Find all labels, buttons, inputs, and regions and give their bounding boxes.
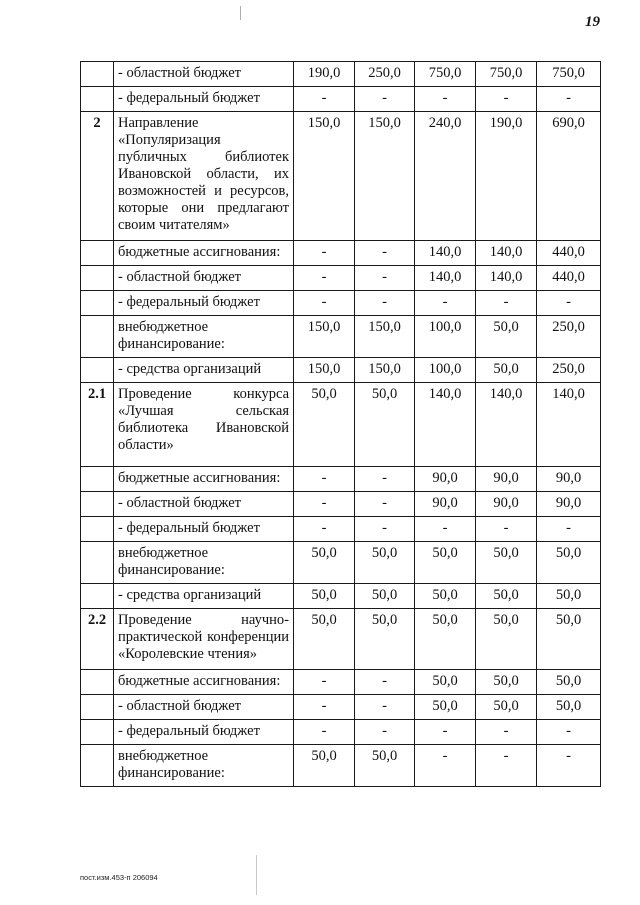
value-cell: - (415, 720, 476, 745)
value-cell: - (415, 291, 476, 316)
value-cell: 140,0 (415, 266, 476, 291)
row-description: бюджетные ассигнования: (114, 467, 294, 492)
value-cell: - (537, 87, 601, 112)
value-cell: 440,0 (537, 266, 601, 291)
row-description: - средства организаций (114, 584, 294, 609)
value-cell: 50,0 (415, 695, 476, 720)
value-cell: 50,0 (537, 609, 601, 670)
row-number (81, 720, 114, 745)
value-cell: - (294, 87, 355, 112)
value-cell: 150,0 (355, 316, 415, 358)
value-cell: 50,0 (294, 584, 355, 609)
value-cell: - (415, 517, 476, 542)
value-cell: 50,0 (355, 542, 415, 584)
value-cell: - (415, 87, 476, 112)
value-cell: - (294, 266, 355, 291)
value-cell: - (294, 517, 355, 542)
value-cell: 150,0 (355, 358, 415, 383)
value-cell: 50,0 (415, 609, 476, 670)
value-cell: 150,0 (355, 112, 415, 241)
value-cell: - (537, 291, 601, 316)
value-cell: - (355, 87, 415, 112)
value-cell: 50,0 (476, 609, 537, 670)
row-number (81, 542, 114, 584)
value-cell: - (537, 745, 601, 787)
value-cell: 150,0 (294, 358, 355, 383)
row-number: 2.2 (81, 609, 114, 670)
value-cell: - (537, 517, 601, 542)
value-cell: - (476, 291, 537, 316)
value-cell: 100,0 (415, 316, 476, 358)
value-cell: - (415, 745, 476, 787)
table-row (81, 112, 601, 241)
value-cell: 50,0 (355, 609, 415, 670)
value-cell: 150,0 (294, 112, 355, 241)
row-number (81, 517, 114, 542)
row-description: - федеральный бюджет (114, 87, 294, 112)
table-row (81, 266, 601, 291)
table-row (81, 695, 601, 720)
value-cell: 750,0 (476, 62, 537, 87)
value-cell: - (476, 517, 537, 542)
value-cell: 690,0 (537, 112, 601, 241)
table-row (81, 720, 601, 745)
row-number (81, 492, 114, 517)
value-cell: 190,0 (476, 112, 537, 241)
table-row (81, 291, 601, 316)
value-cell: 50,0 (294, 383, 355, 467)
table-row (81, 542, 601, 584)
row-number (81, 291, 114, 316)
row-number: 2.1 (81, 383, 114, 467)
value-cell: - (355, 670, 415, 695)
value-cell: 190,0 (294, 62, 355, 87)
row-number (81, 62, 114, 87)
row-number (81, 87, 114, 112)
scan-artifact-top (240, 6, 241, 20)
row-description: - федеральный бюджет (114, 517, 294, 542)
table-row (81, 670, 601, 695)
value-cell: 50,0 (537, 584, 601, 609)
table-row (81, 609, 601, 670)
value-cell: 100,0 (415, 358, 476, 383)
value-cell: 140,0 (476, 241, 537, 266)
value-cell: 90,0 (415, 492, 476, 517)
value-cell: 90,0 (415, 467, 476, 492)
value-cell: 250,0 (537, 358, 601, 383)
footer-note: пост.изм.453-п 206094 (80, 873, 158, 882)
value-cell: 50,0 (415, 584, 476, 609)
value-cell: 140,0 (476, 383, 537, 467)
value-cell: 50,0 (294, 609, 355, 670)
value-cell: 50,0 (355, 383, 415, 467)
row-description: - областной бюджет (114, 492, 294, 517)
row-description: - федеральный бюджет (114, 291, 294, 316)
value-cell: 50,0 (294, 745, 355, 787)
row-description: - средства организаций (114, 358, 294, 383)
value-cell: - (355, 241, 415, 266)
value-cell: 240,0 (415, 112, 476, 241)
value-cell: - (294, 467, 355, 492)
row-number (81, 670, 114, 695)
row-description: Проведение научно-практической конференции «Королевские чтения» (114, 609, 294, 670)
value-cell: - (294, 241, 355, 266)
value-cell: 250,0 (537, 316, 601, 358)
table-row (81, 316, 601, 358)
value-cell: 50,0 (355, 584, 415, 609)
value-cell: 50,0 (415, 670, 476, 695)
table-row (81, 745, 601, 787)
table-row (81, 584, 601, 609)
value-cell: - (476, 87, 537, 112)
row-description: Направление «Популяризация публичных библиотек Ивановской области, их возможностей и ресурсов, которые они предлагают своим читателям» (114, 112, 294, 241)
value-cell: 150,0 (294, 316, 355, 358)
value-cell: 50,0 (537, 670, 601, 695)
value-cell: - (355, 266, 415, 291)
page-number: 19 (585, 14, 600, 30)
value-cell: 50,0 (476, 584, 537, 609)
value-cell: - (355, 492, 415, 517)
table-row (81, 87, 601, 112)
value-cell: 750,0 (415, 62, 476, 87)
row-number (81, 584, 114, 609)
row-number (81, 695, 114, 720)
value-cell: 750,0 (537, 62, 601, 87)
value-cell: 140,0 (537, 383, 601, 467)
value-cell: 50,0 (476, 670, 537, 695)
value-cell: 50,0 (537, 542, 601, 584)
table-row (81, 62, 601, 87)
value-cell: 140,0 (415, 383, 476, 467)
value-cell: - (476, 720, 537, 745)
value-cell: 90,0 (537, 467, 601, 492)
row-number (81, 745, 114, 787)
row-number (81, 467, 114, 492)
value-cell: - (294, 670, 355, 695)
row-description: - областной бюджет (114, 266, 294, 291)
value-cell: - (537, 720, 601, 745)
value-cell: 250,0 (355, 62, 415, 87)
row-description: внебюджетное финансирование: (114, 542, 294, 584)
row-number (81, 266, 114, 291)
value-cell: 50,0 (415, 542, 476, 584)
table-row (81, 383, 601, 467)
table-row (81, 241, 601, 266)
value-cell: 140,0 (476, 266, 537, 291)
row-number (81, 241, 114, 266)
row-description: внебюджетное финансирование: (114, 316, 294, 358)
value-cell: 440,0 (537, 241, 601, 266)
row-description: - областной бюджет (114, 62, 294, 87)
value-cell: 50,0 (476, 695, 537, 720)
row-number: 2 (81, 112, 114, 241)
row-description: - федеральный бюджет (114, 720, 294, 745)
value-cell: - (294, 291, 355, 316)
value-cell: 50,0 (537, 695, 601, 720)
value-cell: 90,0 (476, 492, 537, 517)
row-description: Проведение конкурса «Лучшая сельская библиотека Ивановской области» (114, 383, 294, 467)
value-cell: - (355, 467, 415, 492)
budget-table (80, 61, 601, 787)
value-cell: - (355, 291, 415, 316)
value-cell: 50,0 (294, 542, 355, 584)
value-cell: 50,0 (476, 542, 537, 584)
scan-artifact-bottom (256, 855, 257, 895)
table-row (81, 358, 601, 383)
value-cell: - (294, 695, 355, 720)
value-cell: 90,0 (476, 467, 537, 492)
value-cell: - (294, 720, 355, 745)
row-description: бюджетные ассигнования: (114, 670, 294, 695)
value-cell: - (476, 745, 537, 787)
table-row (81, 492, 601, 517)
value-cell: - (355, 720, 415, 745)
value-cell: 90,0 (537, 492, 601, 517)
value-cell: 140,0 (415, 241, 476, 266)
value-cell: - (355, 517, 415, 542)
row-description: - областной бюджет (114, 695, 294, 720)
row-number (81, 358, 114, 383)
value-cell: 50,0 (355, 745, 415, 787)
row-description: внебюджетное финансирование: (114, 745, 294, 787)
row-description: бюджетные ассигнования: (114, 241, 294, 266)
row-number (81, 316, 114, 358)
value-cell: 50,0 (476, 358, 537, 383)
value-cell: - (355, 695, 415, 720)
table-row (81, 467, 601, 492)
value-cell: 50,0 (476, 316, 537, 358)
value-cell: - (294, 492, 355, 517)
table-row (81, 517, 601, 542)
